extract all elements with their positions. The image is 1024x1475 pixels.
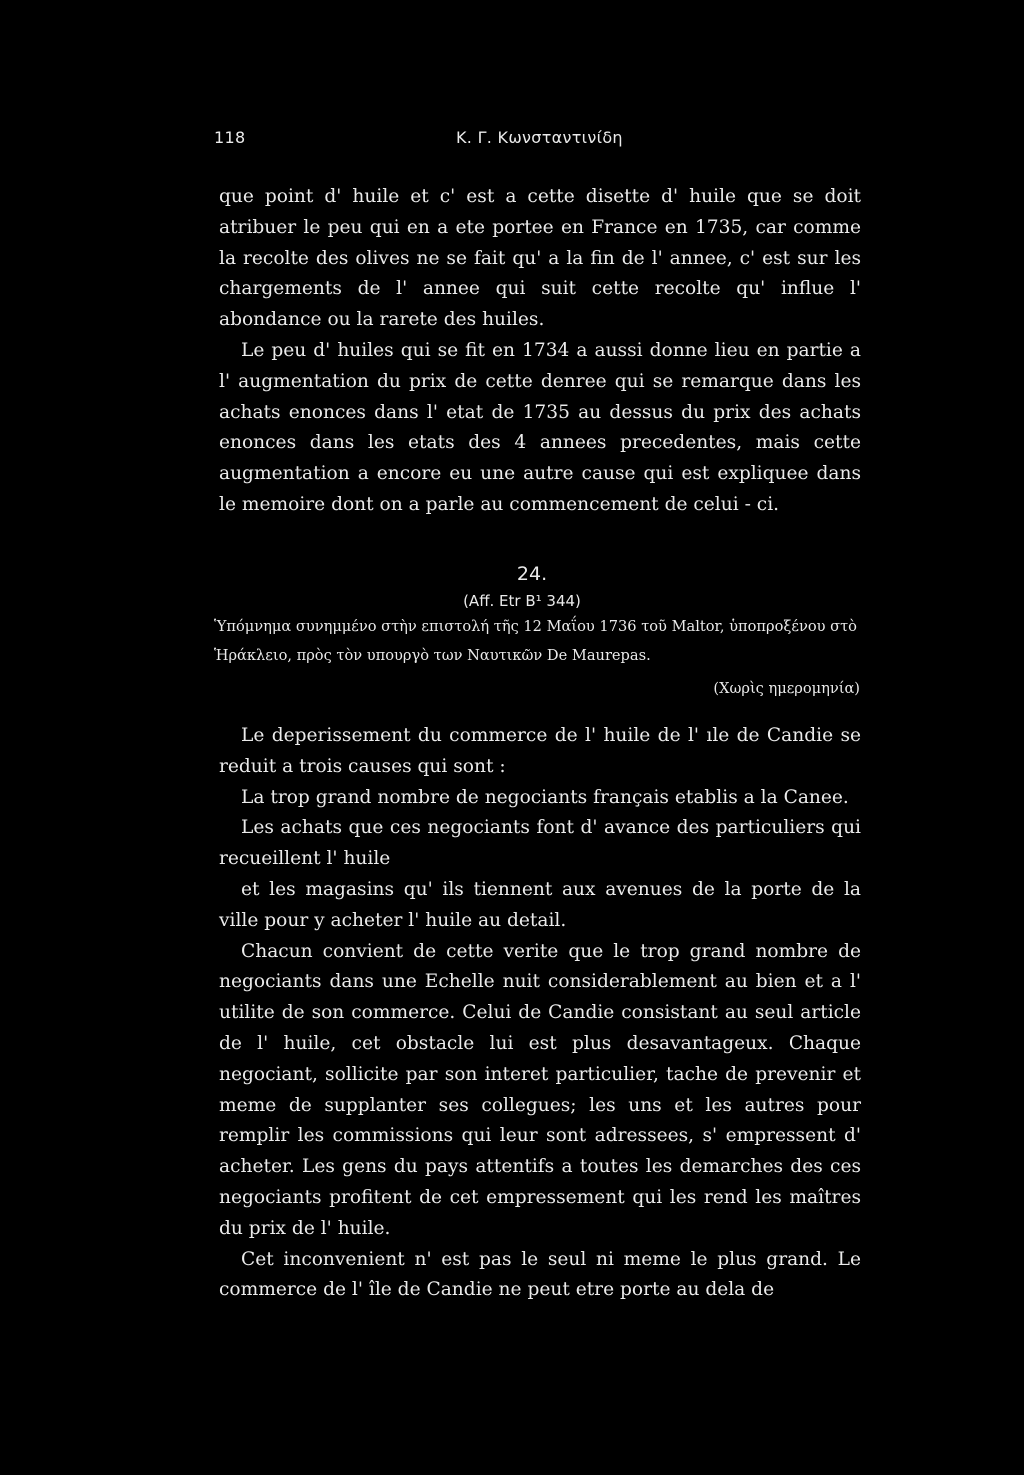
body-paragraph-cause-three: et les magasins qu' ils tiennent aux avenues de la porte de la ville pour y acheter l' huile au detail. <box>219 878 861 931</box>
body-paragraph-cause-one: La trop grand nombre de negociants français etablis a la Canee. <box>241 786 849 808</box>
undated-note: (Χωρὶς ημερομηνία) <box>713 680 860 697</box>
document-description: Ὑπόμνημα συνημμένο στὴν επιστολή τῆς 12 Μαΐου 1736 τοῦ Maltor, ὑποπροξένου στὸ Ἡράκλειο, πρὸς τὸν υπουργὸ των Ναυτικῶν De Maurepas. <box>214 618 857 664</box>
page-number: 118 <box>214 128 246 147</box>
body-paragraph-causes: Le deperissement du commerce de l' huile de l' ıle de Candie se reduit a trois causes qui sont : <box>219 725 861 777</box>
archive-reference: (Aff. Etr B¹ 344) <box>463 592 581 610</box>
body-paragraph-cause-two: Les achats que ces negociants font d' avance des particuliers qui recueillent l' huile <box>219 817 861 870</box>
memoir-text <box>219 721 861 1306</box>
page-header <box>214 128 874 154</box>
body-paragraph-inconvenient: Cet inconvenient n' est pas le seul ni meme le plus grand. Le commerce de l' île de Candie ne peut etre porte au dela de <box>219 1248 861 1301</box>
running-title: Κ. Γ. Κωνσταντινίδη <box>456 128 623 147</box>
body-paragraph-negociants: Chacun convient de cette verite que le trop grand nombre de negociants dans une Echelle nuit considerablement au bien et a l' utilite de son commerce. Celui de Candie consistant au seul article de l' huile, cet obstacle lui est plus desavantageux. Chaque negociant, sollicite par son interet particulier, tache de prevenir et meme de supplanter ses collegues; les uns et les autres pour remplir les commissions qui leur sont adressees, s' empressent d' acheter. Les gens du pays attentifs a toutes les demarches des ces negociants profitent de cet empressement qui les rend les maîtres du prix de l' huile. <box>219 940 861 1239</box>
paragraph-price-increase: Le peu d' huiles qui se fit en 1734 a aussi donne lieu en partie a l' augmentation du prix de cette denree qui se remarque dans les achats enonces dans l' etat de 1735 au dessus du prix des achats enonces dans les etats des 4 annees precedentes, mais cette augmentation a encore eu une autre cause qui est expliquee dans le memoire dont on a parle au commencement de celui - ci. <box>219 339 861 515</box>
opening-text <box>219 182 861 521</box>
document-number: 24. <box>516 563 548 585</box>
intro-paragraph: que point d' huile et c' est a cette disette d' huile que se doit atribuer le peu qui en a ete portee en France en 1735, car comme la recolte des olives ne se fait qu' a la fin de l' annee, c' est sur les chargements de l' annee qui suit cette recolte qu' influe l' abondance ou la rarete des huiles. <box>219 186 861 331</box>
